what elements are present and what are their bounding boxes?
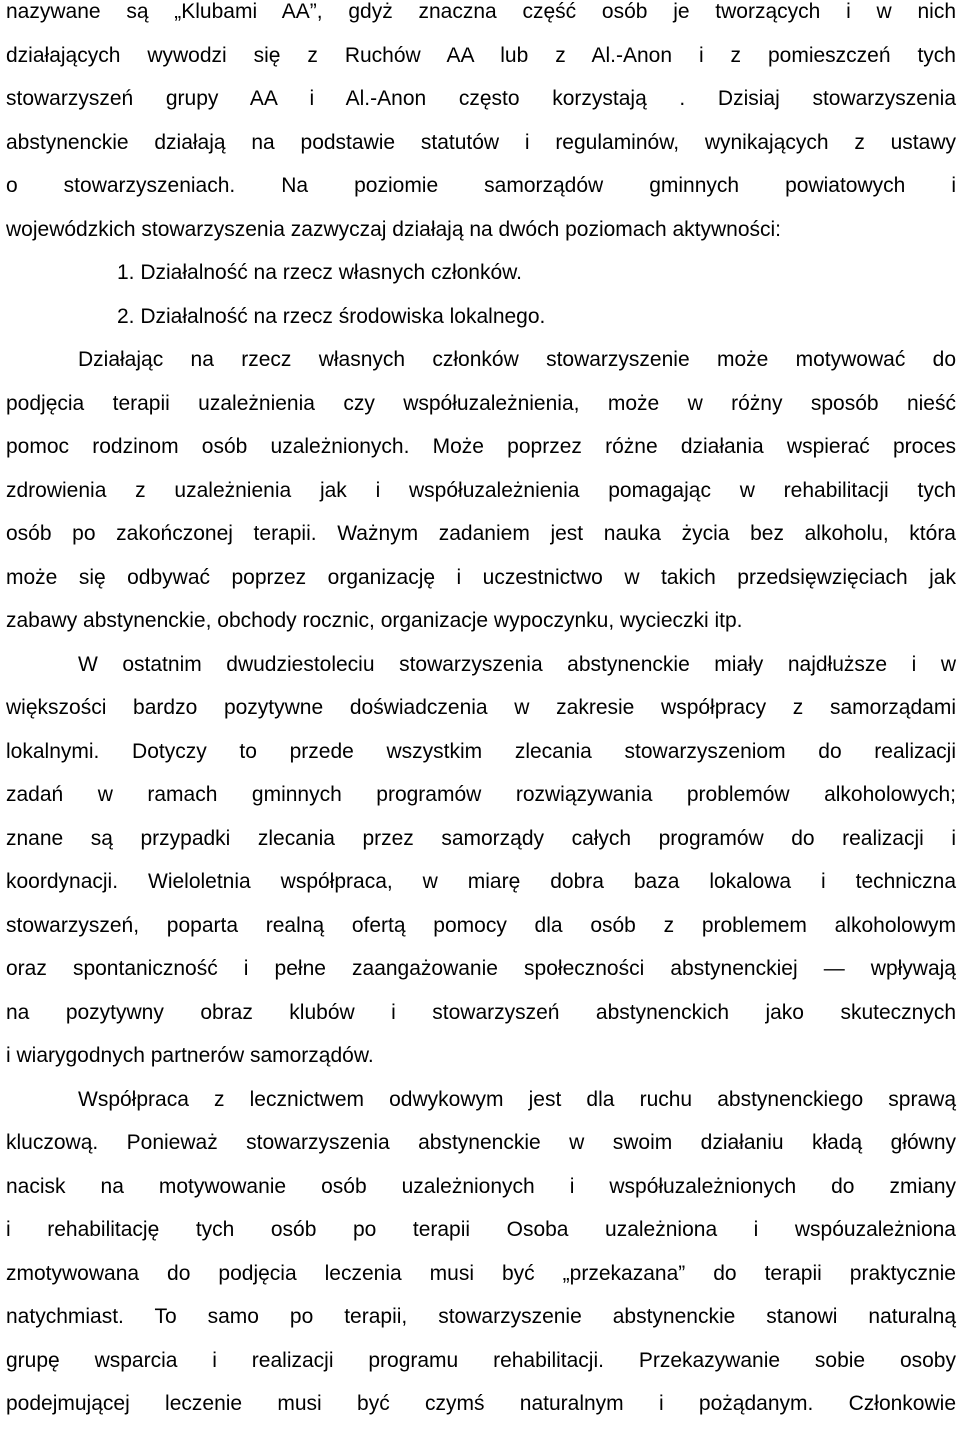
text-line: oraz spontaniczność i pełne zaangażowanie społeczności abstynenckiej — wpływają <box>6 957 956 980</box>
list-item: 2. Działalność na rzecz środowiska lokalnego. <box>117 304 546 328</box>
text-line: na pozytywny obraz klubów i stowarzyszeń abstynenckich jako skutecznych <box>6 1000 956 1024</box>
text-line: działających wywodzi się z Ruchów AA lub z Al.-Anon i z pomieszczeń tych <box>6 43 956 67</box>
text-line: stowarzyszeń, poparta realną ofertą pomocy dla osób z problemem alkoholowym <box>6 913 956 937</box>
text-line: osób po zakończonej terapii. Ważnym zadaniem jest nauka życia bez alkoholu, która <box>6 522 956 545</box>
text-line: o stowarzyszeniach. Na poziomie samorządów gminnych powiatowych i <box>6 174 956 197</box>
text-line: zadań w ramach gminnych programów rozwiązywania problemów alkoholowych; <box>6 783 956 806</box>
text-line: i wiarygodnych partnerów samorządów. <box>6 1044 374 1067</box>
text-line: i rehabilitację tych osób po terapii Osoba uzależniona i wspóuzależniona <box>6 1218 956 1241</box>
text-line: stowarzyszeń grupy AA i Al.-Anon często korzystają . Dzisiaj stowarzyszenia <box>6 87 956 110</box>
text-line: zmotywowana do podjęcia leczenia musi być „przekazana” do terapii praktycznie <box>6 1261 956 1285</box>
text-line: koordynacji. Wieloletnia współpraca, w miarę dobra baza lokalowa i techniczna <box>6 870 956 893</box>
text-line: może się odbywać poprzez organizację i uczestnictwo w takich przedsięwzięciach jak <box>6 565 956 589</box>
document-page <box>6 0 956 1426</box>
text-line: pomoc rodzinom osób uzależnionych. Może poprzez różne działania wspierać proces <box>6 435 956 458</box>
text-line: natychmiast. To samo po terapii, stowarzyszenie abstynenckie stanowi naturalną <box>6 1305 956 1328</box>
text-line: zabawy abstynenckie, obchody rocznic, organizacje wypoczynku, wycieczki itp. <box>6 609 743 632</box>
text-line: nazywane są „Klubami AA”, gdyż znaczna część osób je tworzących i w nich <box>6 0 956 23</box>
paragraph-first-line: Współpraca z lecznictwem odwykowym jest dla ruchu abstynenckiego sprawą <box>78 1087 956 1111</box>
text-line: kluczową. Ponieważ stowarzyszenia abstynenckie w swoim działaniu kładą główny <box>6 1131 956 1154</box>
text-line: nacisk na motywowanie osób uzależnionych i współuzależnionych do zmiany <box>6 1174 956 1198</box>
text-line: abstynenckie działają na podstawie statutów i regulaminów, wynikających z ustawy <box>6 130 956 154</box>
text-line: znane są przypadki zlecania przez samorządy całych programów do realizacji i <box>6 826 956 850</box>
text-line: większości bardzo pozytywne doświadczenia w zakresie współpracy z samorządami <box>6 696 956 719</box>
text-line: grupę wsparcia i realizacji programu rehabilitacji. Przekazywanie sobie osoby <box>6 1348 956 1372</box>
paragraph-first-line: W ostatnim dwudziestoleciu stowarzyszenia abstynenckie miały najdłuższe i w <box>78 652 956 676</box>
text-line: podjęcia terapii uzależnienia czy współuzależnienia, może w różny sposób nieść <box>6 391 956 415</box>
text-line: zdrowienia z uzależnienia jak i współuzależnienia pomagając w rehabilitacji tych <box>6 478 956 502</box>
text-line: podejmującej leczenie musi być czymś naturalnym i pożądanym. Członkowie <box>6 1392 956 1415</box>
text-line: lokalnymi. Dotyczy to przede wszystkim zlecania stowarzyszeniom do realizacji <box>6 739 956 763</box>
paragraph-first-line: Działając na rzecz własnych członków stowarzyszenie może motywować do <box>78 348 956 371</box>
list-item: 1. Działalność na rzecz własnych członków. <box>117 261 523 284</box>
text-line: wojewódzkich stowarzyszenia zazwyczaj działają na dwóch poziomach aktywności: <box>6 217 782 241</box>
